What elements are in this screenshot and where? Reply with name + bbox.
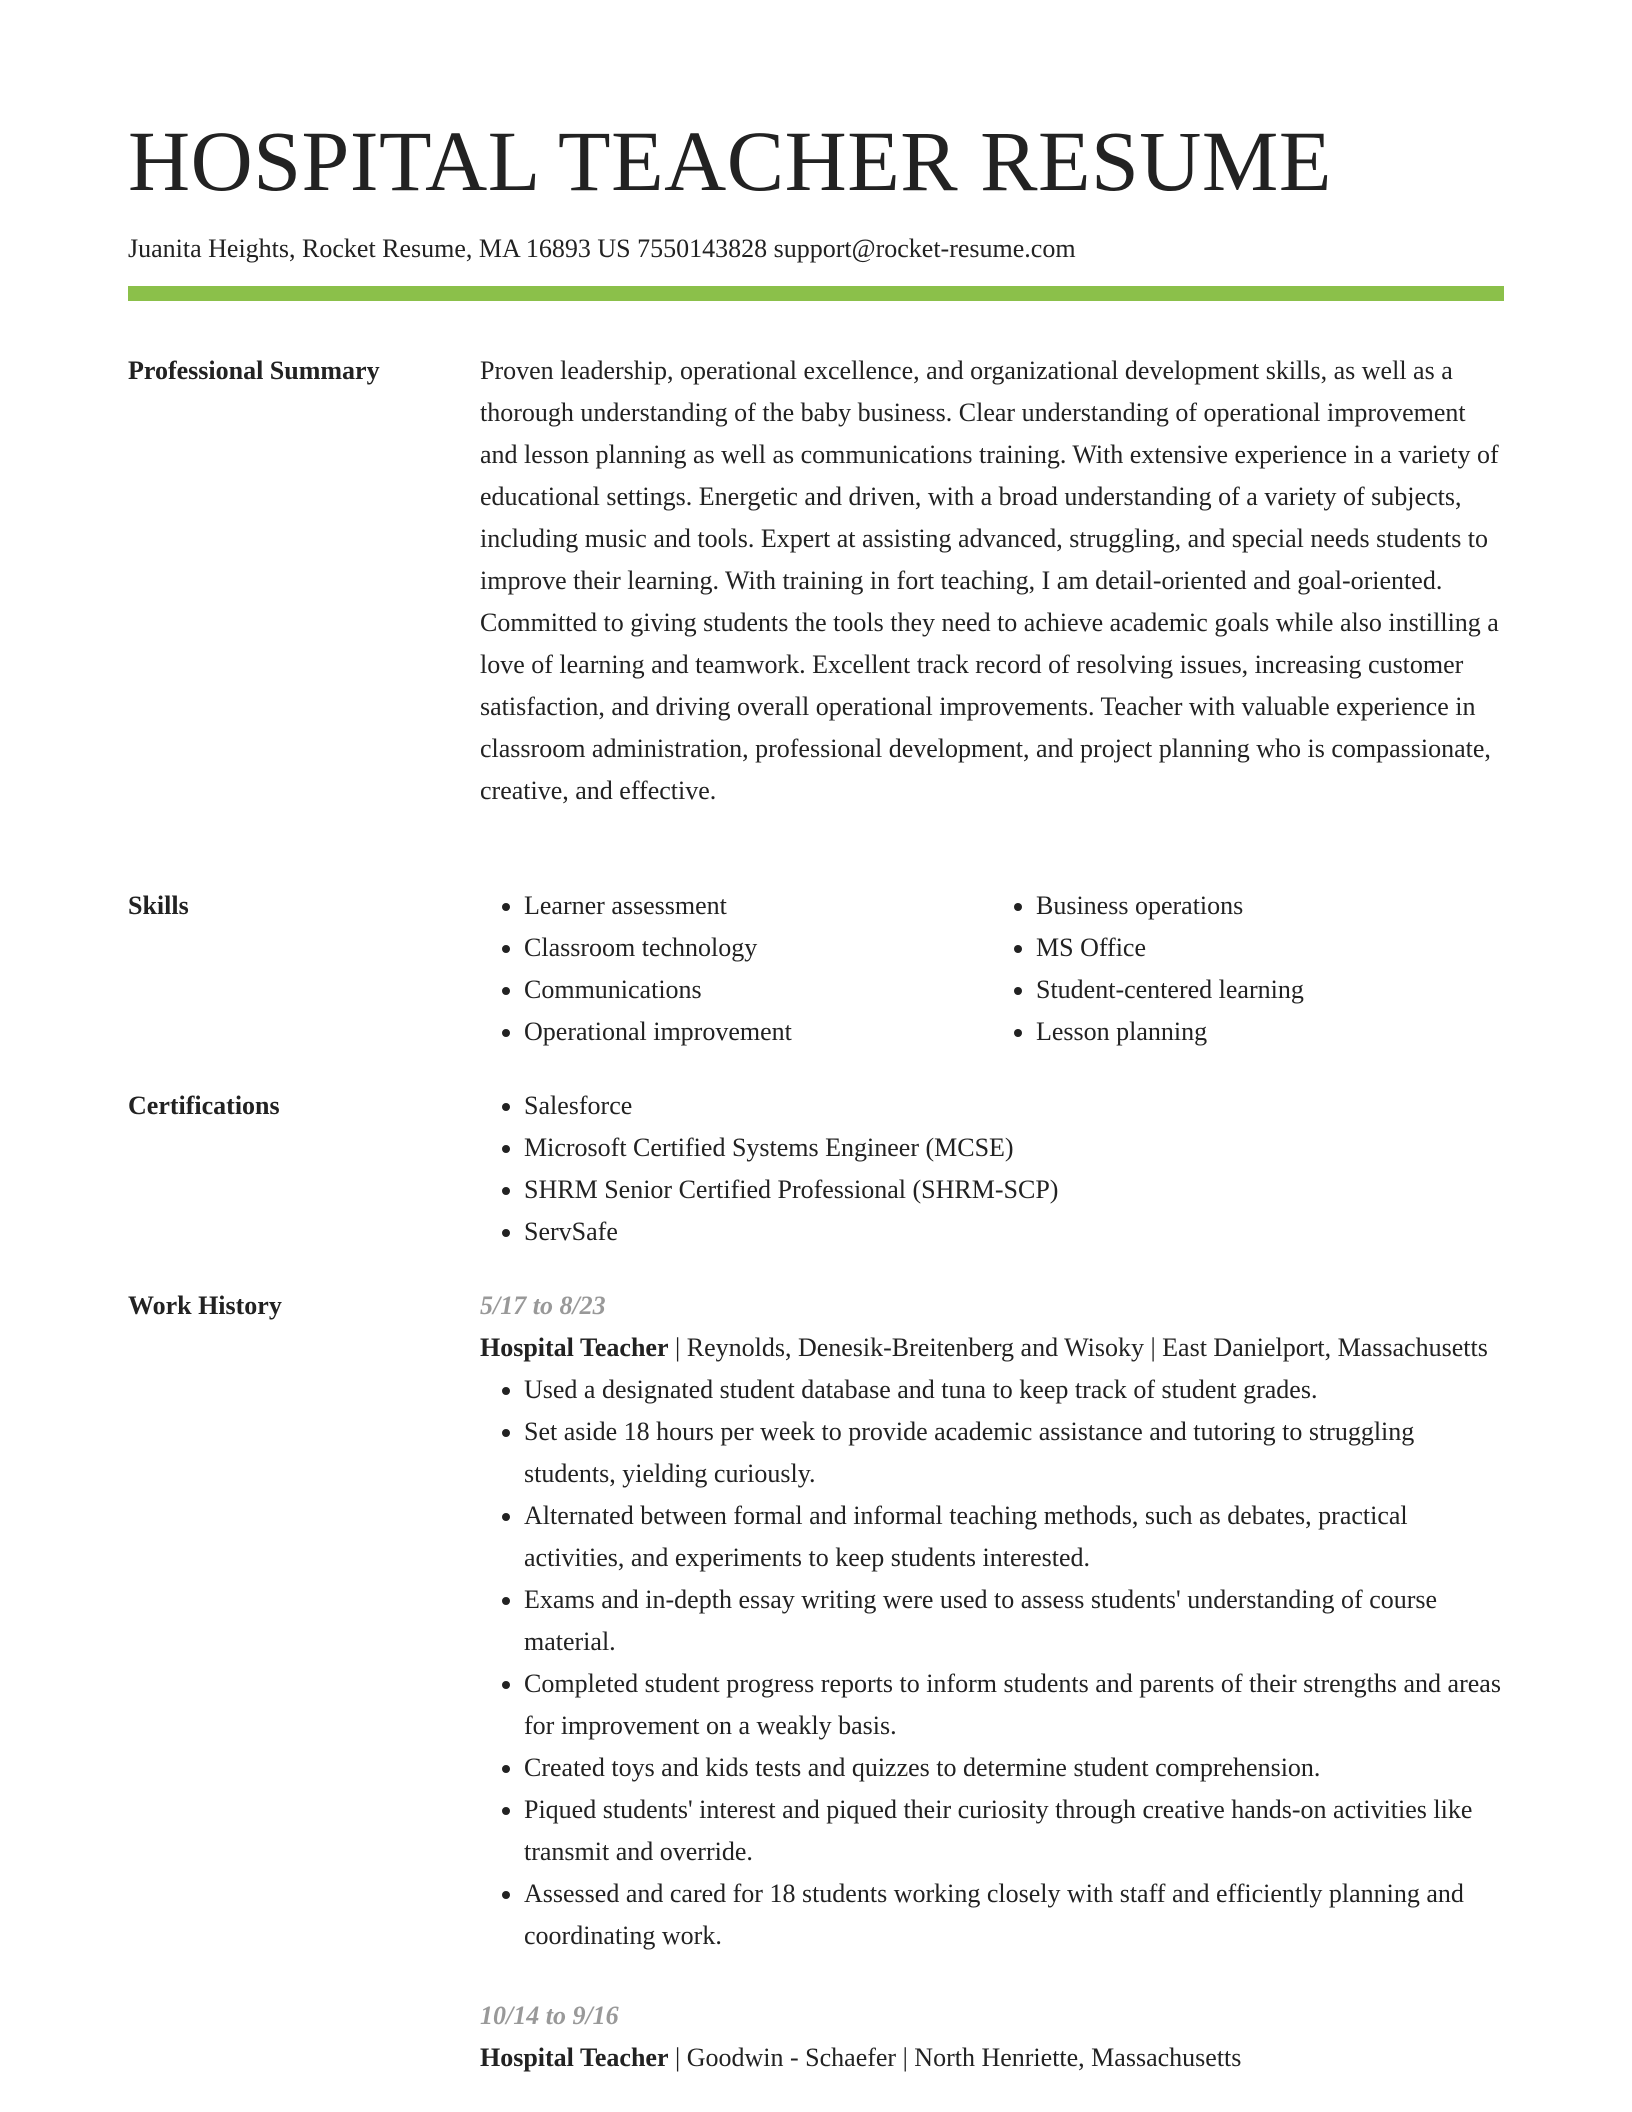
job-bullet: • Set aside 18 hours per week to provide academic assistance and tutoring to struggling students, yielding curiously.	[524, 1411, 1504, 1495]
summary-heading: Professional Summary	[128, 356, 380, 385]
skills-list-left	[480, 885, 992, 1053]
work-history-heading: Work History	[128, 1291, 282, 1320]
certification-item: • Salesforce	[524, 1085, 1504, 1127]
job-bullet: • Completed student progress reports to inform students and parents of their strengths and areas for improvement on a weakly basis.	[524, 1663, 1504, 1747]
certification-item: • ServSafe	[524, 1211, 1504, 1253]
job-entry	[480, 1995, 1504, 2079]
job-bullet: • Used a designated student database and tuna to keep track of student grades.	[524, 1369, 1504, 1411]
skill-item: • Learner assessment	[524, 885, 992, 927]
skills-list-right	[992, 885, 1504, 1053]
work-history-body	[480, 1285, 1504, 2079]
job-bullet: • Piqued students' interest and piqued their curiosity through creative hands-on activities like transmit and override.	[524, 1789, 1504, 1873]
certifications-list	[480, 1085, 1504, 1253]
summary-text: Proven leadership, operational excellence, and organizational development skills, as well as a thorough understanding of the baby business. Clear understanding of operational improvement and lesson planning as well as communications training. With extensive experience in a variety of educational settings. Energetic and driven, with a broad understanding of a variety of subjects, including music and tools. Expert at assisting advanced, struggling, and special needs students to improve their learning. With training in fort teaching, I am detail-oriented and goal-oriented. Committed to giving students the tools they need to achieve academic goals while also instilling a love of learning and teamwork. Excellent track record of resolving issues, increasing customer satisfaction, and driving overall operational improvements. Teacher with valuable experience in classroom administration, professional development, and project planning who is compassionate, creative, and effective.	[480, 356, 1499, 805]
job-heading	[480, 2037, 1504, 2079]
job-dates: 10/14 to 9/16	[480, 2001, 619, 2030]
contact-line: Juanita Heights, Rocket Resume, MA 16893 US 7550143828 support@rocket-resume.com	[128, 234, 1076, 263]
skill-item: • Business operations	[1036, 885, 1504, 927]
job-heading	[480, 1327, 1504, 1369]
job-entry	[480, 1285, 1504, 1957]
job-bullet: • Assessed and cared for 18 students working closely with staff and efficiently planning and coordinating work.	[524, 1873, 1504, 1957]
skill-item: • Classroom technology	[524, 927, 992, 969]
certification-item: • SHRM Senior Certified Professional (SHRM-SCP)	[524, 1169, 1504, 1211]
job-bullet: • Exams and in-depth essay writing were used to assess students' understanding of course material.	[524, 1579, 1504, 1663]
job-title: Hospital Teacher	[480, 2043, 669, 2072]
job-company: | Goodwin - Schaefer | North Henriette, Massachusetts	[668, 2043, 1242, 2072]
job-bullet: • Alternated between formal and informal teaching methods, such as debates, practical activities, and experiments to keep students interested.	[524, 1495, 1504, 1579]
skill-item: • Lesson planning	[1036, 1011, 1504, 1053]
certifications-body	[480, 1085, 1504, 1253]
certifications-heading: Certifications	[128, 1091, 280, 1120]
skill-item: • Operational improvement	[524, 1011, 992, 1053]
job-dates: 5/17 to 8/23	[480, 1291, 606, 1320]
skills-heading: Skills	[128, 891, 189, 920]
job-bullet: • Created toys and kids tests and quizzes to determine student comprehension.	[524, 1747, 1504, 1789]
certification-item: • Microsoft Certified Systems Engineer (MCSE)	[524, 1127, 1504, 1169]
accent-divider	[128, 286, 1504, 301]
job-company: | Reynolds, Denesik-Breitenberg and Wisoky | East Danielport, Massachusetts	[668, 1333, 1488, 1362]
job-bullet-list	[480, 1369, 1504, 1957]
job-title: Hospital Teacher	[480, 1333, 669, 1362]
summary-body	[480, 350, 1504, 812]
skill-item: • MS Office	[1036, 927, 1504, 969]
skills-columns	[480, 885, 1504, 1053]
skill-item: • Communications	[524, 969, 992, 1011]
skill-item: • Student-centered learning	[1036, 969, 1504, 1011]
resume-title: HOSPITAL TEACHER RESUME	[128, 113, 1332, 209]
